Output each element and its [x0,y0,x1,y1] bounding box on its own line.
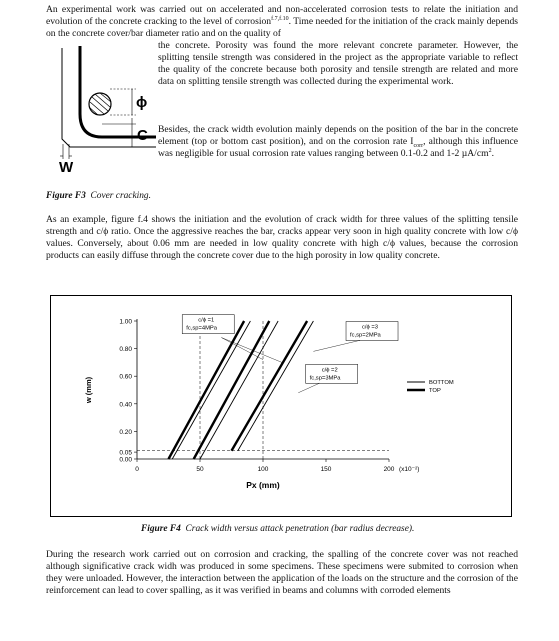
paragraph-example: As an example, figure f.4 shows the initiation and the evolution of crack width for three values of the splitting tensile strength and c/ϕ ratio. Once the aggressive reaches the bar, cracks appear very soon in high quality concrete with low c/ϕ values. Conversely, about 0.06 mm are needed in low quality concrete with high c/ϕ values, because the corrosion products can easily diffuse through the concrete cover due to the high porosity in low quality concrete. [46,214,518,261]
x-unit-label: (x10⁻²) [399,466,420,473]
p1c-sup: 2 [488,147,492,154]
x-tick-label: 150 [320,466,332,473]
y-tick-label: 0.80 [119,346,132,354]
y-tick-label: 0.20 [119,428,132,436]
x-tick-label: 50 [196,466,204,473]
annotation-line1: c/ϕ =2 [321,367,338,374]
w-label: W [59,159,74,176]
fig4-label: Figure F4 [141,524,181,534]
y-tick-label: 0.00 [119,456,132,464]
paragraph-crack-width [158,124,518,160]
annotation-leader [221,338,281,363]
x-tick-label: 100 [257,466,269,473]
annotation-line2: fc,sp=2MPa [350,332,381,339]
p1c-a: Besides, the crack width evolution mainly depends on the position of the bar in the concrete element (top or bottom cast position), and on the corrosion rate I [158,124,518,147]
legend-label-top: TOP [429,388,441,394]
y-axis-label: w (mm) [84,376,93,404]
y-tick-label: 0.60 [119,373,132,381]
p1-intro: An experimental work was carried out on accelerated and non-accelerated corrosion tests to relate the initiation and evolution of the concrete cracking to the level of corrosion [46,4,518,27]
annotation-leader [298,383,319,393]
series-line-bottom [238,321,314,451]
fig4-text: Crack width versus attack penetration (bar radius decrease). [185,524,415,534]
x-tick-label: 0 [135,466,139,473]
p1-ref: f.7,f.10 [271,15,289,22]
legend-label-bottom: BOTTOM [429,380,454,386]
crack-width-chart [51,296,511,516]
p1c-b: , although this influence was negligible for usual corrosion rate values ranging between 0.1-0.2 and 1-2 µA/cm [158,135,518,159]
x-axis-label: Px (mm) [246,480,280,490]
p1c-sub: corr [413,142,424,149]
annotation-line1: c/ϕ =1 [198,317,215,324]
phi-label: ϕ [136,94,148,111]
paragraph-porosity: the concrete. Porosity was found the more relevant concrete parameter. However, the splitting tensile strength was considered in the project as the appropriate variable to reflect the quality of the concrete because both porosity and tensile strength are related and more data on splitting tensile strength was collected during the experimental work. [158,40,518,87]
figure-f4-caption [141,524,414,534]
paragraph-spalling: During the research work carried out on corrosion and cracking, the spalling of the concrete cover was not reached although significative crack widh was produced in some specimens. These specimens were submited to corrosion when they were unloaded. However, the interaction between the application of the loads on the structure and the corrosion of the reinforcement can lead to cover spalling, as it was verified in beams and columns with corroded elements [46,549,518,596]
annotation-line2: fc,sp=4MPa [186,325,218,332]
c-label: C [137,127,148,144]
annotation-line1: c/ϕ =3 [362,324,379,331]
y-tick-label: 0.05 [119,449,132,457]
paragraph-intro [46,4,518,40]
annotation-leader [313,340,360,351]
crack-width-chart-frame [50,295,512,517]
fig3-label: Figure F3 [46,191,86,201]
series-line-top [232,321,308,451]
y-tick-label: 1.00 [119,318,132,326]
p1-rest: . Time needed for the initiation of the crack mainly depends on the concrete cover/bar diameter ratio and on the quality of [46,15,519,39]
annotation-line2: fc,sp=3MPa [309,375,341,382]
fig3-text: Cover cracking. [90,191,151,201]
x-tick-label: 200 [383,466,395,473]
p1c-end: . [491,147,494,159]
figure-f3-caption [46,191,151,201]
cover-cracking-figure [52,44,156,178]
y-tick-label: 0.40 [119,401,132,409]
